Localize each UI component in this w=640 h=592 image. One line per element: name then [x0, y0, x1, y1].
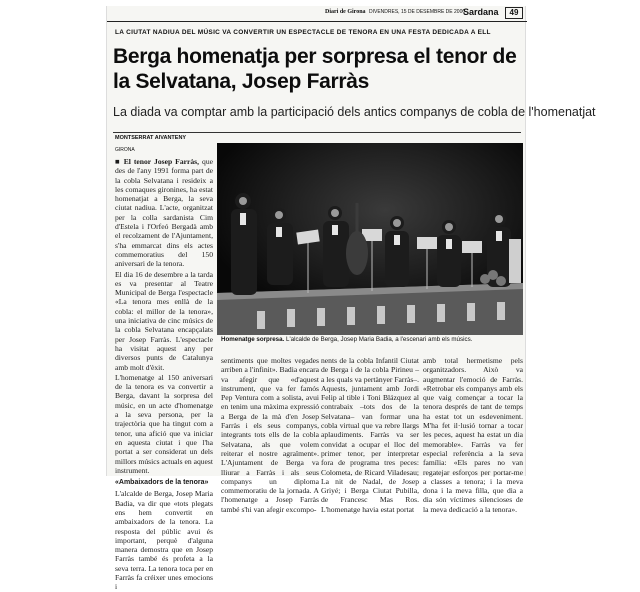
- subheadline: La diada va comptar amb la participació dels antics companys de cobla de l'homenatjat: [113, 105, 596, 119]
- masthead: [107, 6, 527, 22]
- paragraph-text: L'alcalde de Berga, Josep Maria Badia, va dir que «tots plegats ens hem convertit en ambaixadors de la tenora. La resposta del públic avui és important, perquè d'alguna manera demostra que en Josep Farràs també és profeta a la seva terra. La tenora toca per en Farràs fa créixer unes emocions i: [115, 489, 213, 592]
- article-column-4: amb total hermetisme pels organitzadors. Això va augmentar l'emoció de Farràs. «Retrobar els companys amb els que vaig començar a tocar la tenora després de tant de temps ha estat tot un esdeveniment. M'ha fet il·lusió tornar a tocar les peces, aquest ha estat un dia memorable». Farràs va fer especial referència a la seva família: «Els pares no van regatejar esforços per portar-me a classes a tenora; i la meva dona i la meva filla, que dia a dia són víctimes silencioses de la meva dedicació a la tenora».: [423, 356, 523, 514]
- concert-photo: [217, 143, 523, 335]
- publication-name: Diari de Girona: [325, 9, 366, 15]
- paragraph-lead: ■ El tenor Josep Farràs,: [115, 157, 200, 166]
- article-paragraph: [115, 270, 213, 372]
- publication-date: DIVENDRES, 15 DE DESEMBRE DE 2000: [369, 9, 466, 15]
- photo-caption: [221, 336, 523, 343]
- caption-title: Homenatge sorpresa.: [221, 336, 285, 343]
- byline: MONTSERRAT AIVANTENY: [115, 135, 187, 141]
- paragraph-text: que des de l'any 1991 forma part de la cobla Selvatana i resideix a les comaques gironines, ha estat homenatjat a Berga, la seva ciutat nadiua. L'acte, organitzat per la colla sardanista Cim d'Estela i l'Orfeó Bergadà amb el recolzament de l'Ajuntament, s'ha emmarcat dins els actes commemoratius del 150 aniversari de la tenora.: [115, 157, 213, 269]
- section-subheading: «Ambaixadors de la tenora»: [115, 479, 209, 487]
- caption-text: L'alcalde de Berga, Josep Maria Badia, a l'escenari amb els músics.: [286, 336, 473, 343]
- article-column-2: sentiments que moltes vegades arriben a l'infinit». Badia encara va afegir que «d'aquest instrument, que va fer famós Pep Ventura com a solista, avui en tenim una màxima expressió a Berga de la mà d'en Josep Farràs i els seus companys, integrants tots ells de la cobla Selvatana, als que volem reiterar el nostre agraïment». L'Ajuntament de Berga va lliurar a Farràs i als seus companys un diploma commemoratiu de la jornada. A l'homenatge a Josep Farràs també s'hi van afegir excompo-: [221, 356, 319, 514]
- article-column-1: [115, 157, 213, 592]
- article-paragraph: [115, 489, 213, 591]
- section-name: Sardana: [463, 7, 499, 17]
- dateline-location: GIRONA: [115, 147, 135, 153]
- article-column-3: nents de la cobla Infantil Ciutat de Berga i de la cobla Pirineu –a les quals va pertànyer Farràs–. Aquests, juntament amb Jordi Felip al tible i Toni Blázquez al contrabaix –tots dos de la Selvatana– van formar una cobla virtual que va rebre llargs aplaudiments. Farràs va ser convidat a ocupar el lloc del primer tenor, per interpretar fora de programa tres peces: Colometa, de Ricard Viladesau; La nit de Nadal, de Josep Griyé; i Berga Ciutat Pubilla, de Francesc Mas Ros. L'homenatge havia estat portat: [321, 356, 419, 514]
- page-number: 49: [505, 7, 523, 19]
- newspaper-page: [106, 6, 596, 592]
- kicker: LA CIUTAT NADIUA DEL MÚSIC VA CONVERTIR UN ESPECTACLE DE TENORA EN UNA FESTA DEDICADA A ELL: [115, 29, 491, 36]
- article-paragraph: [115, 157, 213, 269]
- divider: [113, 132, 521, 133]
- article-paragraph: [115, 373, 213, 475]
- paragraph-text: L'homenatge al 150 aniversari de la tenora es va convertir a Berga, davant la sorpresa del músic, en un acte d'homenatge a la seva persona, per la trajectòria que ha tingut com a tenor, una afició que va iniciar en aquesta ciutat i que l'ha portat a ser considerat un dels millors músics actuals en aquest instrument.: [115, 372, 213, 475]
- headline: Berga homenatja per sorpresa el tenor de la Selvatana, Josep Farràs: [113, 45, 517, 93]
- paragraph-text: El dia 16 de desembre a la tarda es va presentar al Teatre Municipal de Berga l'espectacle «La tenora mes enllà de la cobla: el millor de la tenora», una iniciativa de cinc músics de la cobla Selvatana encapçalats per Josep Farràs. L'espectacle ha visitat aquest any per diversos punts de Catalunya amb molt d'èxit.: [115, 269, 213, 372]
